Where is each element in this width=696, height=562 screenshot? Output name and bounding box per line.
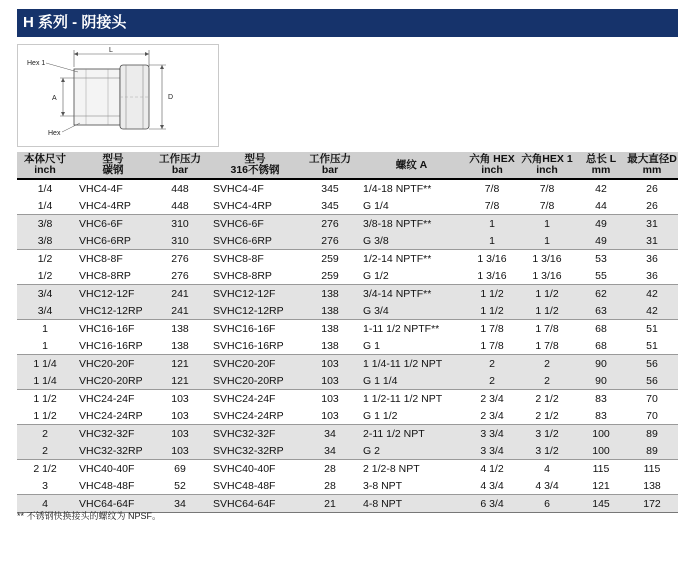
table-cell: 448 [171,182,189,195]
column-header [357,152,466,179]
female-coupler-drawing [18,45,218,146]
table-cell: 31 [626,232,678,250]
table-cell: 345 [321,182,339,195]
table-row [17,425,678,443]
column-header-title: 螺纹 A [395,158,428,171]
table-cell: SVHC40-40F [207,460,303,478]
table-cell: VHC32-32RP [73,442,153,460]
label-d: D [168,94,174,101]
table-row [17,267,678,285]
table-cell: 4 3/4 [535,479,559,492]
table-cell: 36 [646,269,658,282]
table-cell: 103 [153,442,207,460]
section-title: H 系列 - 阴接头 [23,14,127,31]
table-cell: VHC8-8RP [79,269,131,282]
table-cell: 1 1/2 [17,390,73,408]
table-cell: 42 [626,302,678,320]
column-header-title: 本体尺寸 [24,153,66,165]
table-cell: 34 [303,425,357,443]
table-cell: 2 [518,372,576,390]
table-row [17,390,678,408]
column-header [303,152,357,179]
table-cell: 138 [321,339,339,352]
table-cell: 2 3/4 [480,409,504,422]
table-cell: G 3/4 [357,302,466,320]
table-cell: 1/2 [37,269,53,282]
section-title-bar [17,9,678,37]
column-header-title: 工作压力 [159,153,201,165]
table-cell: 1 7/8 [466,320,518,338]
table-cell: SVHC8-8RP [213,269,272,282]
table-cell: 1 3/16 [532,269,562,282]
table-row [17,250,678,268]
table-cell: 2 1/2 [535,409,559,422]
column-header [17,152,73,179]
table-cell: 51 [646,339,658,352]
column-header-unit: inch [481,164,503,176]
table-cell: 1 1/4 [17,355,73,373]
table-cell: VHC8-8F [73,250,153,268]
table-cell: VHC16-16RP [79,339,143,352]
table-cell: G 3/8 [357,232,466,250]
column-header-title: 型号 [102,153,124,165]
column-header-unit: mm [591,164,611,176]
table-cell: G 1 [363,339,380,352]
table-cell: VHC24-24RP [79,409,143,422]
table-row [17,215,678,233]
table-cell: 259 [303,250,357,268]
table-cell: SVHC6-6F [207,215,303,233]
column-header-title: 最大直径D [627,153,677,165]
table-cell: 172 [626,495,678,513]
table-cell: 2 [17,442,73,460]
table-cell: 276 [153,250,207,268]
table-cell: SVHC16-16F [207,320,303,338]
table-cell: 4 [17,495,73,513]
column-header-unit: inch [34,164,56,176]
column-header-title: 型号 [244,153,266,165]
table-cell: 138 [171,339,189,352]
table-cell: 68 [595,339,607,352]
table-cell: 1 [466,215,518,233]
table-cell: 69 [153,460,207,478]
table-cell: 103 [303,372,357,390]
table-cell: 103 [153,425,207,443]
table-cell: 1 1/4-11 1/2 NPT [357,355,466,373]
table-cell: 68 [576,320,626,338]
table-cell: 52 [174,479,186,492]
table-cell: VHC64-64F [73,495,153,513]
table-cell: 1 1/2-11 1/2 NPT [357,390,466,408]
table-cell: 1/2 [17,250,73,268]
column-header-title: 六角HEX 1 [521,153,573,165]
table-row [17,320,678,338]
table-cell: 3 1/2 [518,425,576,443]
table-cell: VHC40-40F [73,460,153,478]
table-cell: SVHC4-4F [213,182,264,195]
table-cell: 2 1/2 [17,460,73,478]
table-cell: 7/8 [539,199,555,212]
table-cell: 1/4 [37,199,53,212]
coupling-diagram [17,44,219,147]
table-cell: 1 3/16 [477,269,507,282]
table-cell: 63 [576,302,626,320]
table-cell: 3 3/4 [466,425,518,443]
column-header-unit: mm [642,164,662,176]
table-cell: 4 [518,460,576,478]
table-cell: VHC6-6RP [73,232,153,250]
table-cell: 3/4-14 NPTF** [357,285,466,303]
column-header [73,152,153,179]
table-cell: 103 [171,409,189,422]
table-cell: 1 [518,215,576,233]
table-row [17,477,678,495]
table-cell: SVHC20-20RP [207,372,303,390]
label-hex: Hex [48,130,61,137]
table-cell: 241 [153,302,207,320]
table-cell: VHC4-4F [79,182,123,195]
table-cell: 21 [303,495,357,513]
table-cell: SVHC4-4RP [213,199,272,212]
column-header-unit: inch [536,164,558,176]
table-cell: VHC20-20F [73,355,153,373]
table-cell: 1 [466,232,518,250]
table-cell: 31 [626,215,678,233]
table-cell: G 1 1/2 [363,409,398,422]
table-cell: 90 [576,372,626,390]
table-cell: 1 [42,339,48,352]
table-cell: 3 3/4 [466,442,518,460]
table-cell: 1 [518,232,576,250]
table-cell: G 1 1/4 [357,372,466,390]
table-cell: 56 [626,372,678,390]
table-cell: 138 [303,302,357,320]
table-cell: 121 [592,479,610,492]
table-cell: 3/4 [17,285,73,303]
table-cell: SVHC24-24RP [213,409,284,422]
table-cell: 1 3/16 [466,250,518,268]
table-cell: 56 [626,355,678,373]
table-cell: 1 1/4 [17,372,73,390]
table-cell: 6 [518,495,576,513]
footnote: ** 不锈钢快换接头的螺纹为 NPSF。 [17,511,162,521]
table-cell: 100 [576,425,626,443]
table-cell: 2-11 1/2 NPT [357,425,466,443]
table-cell: VHC12-12RP [73,302,153,320]
table-cell: 1 3/16 [518,250,576,268]
table-cell: 310 [153,215,207,233]
table-cell: 121 [153,355,207,373]
table-cell: 1 1/2 [33,409,57,422]
label-l: L [109,47,113,54]
table-cell: 2 [17,425,73,443]
table-cell: 103 [303,390,357,408]
column-header [153,152,207,179]
table-cell: VHC20-20RP [73,372,153,390]
table-cell: 28 [303,460,357,478]
table-cell: 103 [303,355,357,373]
column-header [518,152,576,179]
table-cell: 90 [576,355,626,373]
table-cell: SVHC16-16RP [213,339,284,352]
table-cell: VHC16-16F [73,320,153,338]
column-header [466,152,518,179]
table-cell: 83 [595,409,607,422]
table-cell: VHC4-4RP [79,199,131,212]
table-cell: 89 [626,442,678,460]
table-cell: 138 [303,285,357,303]
table-cell: 44 [595,199,607,212]
table-cell: 310 [153,232,207,250]
spec-table [17,152,678,513]
table-cell: 28 [324,479,336,492]
table-cell: SVHC12-12RP [207,302,303,320]
table-cell: 2 [518,355,576,373]
table-row [17,232,678,250]
table-cell: SVHC64-64F [207,495,303,513]
column-header [207,152,303,179]
table-cell: G 1/2 [363,269,389,282]
column-header [576,152,626,179]
table-cell: 3 [42,479,48,492]
table-cell: 448 [171,199,189,212]
table-cell: VHC48-48F [79,479,135,492]
table-row [17,302,678,320]
column-header-unit: bar [321,164,339,176]
column-header-unit: 316不锈钢 [230,164,280,176]
table-cell: 7/8 [484,182,500,195]
table-cell: 103 [321,409,339,422]
table-cell: 276 [303,232,357,250]
table-cell: 1/4-18 NPTF** [363,182,432,195]
table-cell: SVHC32-32F [207,425,303,443]
table-row [17,179,678,197]
table-row [17,372,678,390]
table-cell: 3/8 [17,232,73,250]
table-cell: 115 [576,460,626,478]
table-cell: 100 [576,442,626,460]
table-cell: 26 [646,199,658,212]
table-cell: 241 [153,285,207,303]
table-cell: G 1/4 [363,199,389,212]
column-header-unit: bar [171,164,189,176]
table-cell: 70 [626,390,678,408]
table-cell: 62 [576,285,626,303]
table-cell: 3/4 [17,302,73,320]
column-header-title: 工作压力 [309,153,351,165]
table-cell: 2 1/2 [518,390,576,408]
table-cell: 1 1/2 [518,302,576,320]
table-cell: 53 [576,250,626,268]
table-cell: VHC24-24F [73,390,153,408]
table-cell: 345 [321,199,339,212]
column-header [626,152,678,179]
table-cell: SVHC20-20F [207,355,303,373]
table-cell: 276 [303,215,357,233]
table-cell: 55 [595,269,607,282]
table-cell: 7/8 [484,199,500,212]
table-cell: SVHC32-32RP [207,442,303,460]
table-cell: 2 [466,355,518,373]
table-cell: 138 [153,320,207,338]
table-cell: 34 [303,442,357,460]
table-cell: 145 [576,495,626,513]
table-cell: 2 3/4 [466,390,518,408]
label-a: A [52,95,57,102]
table-cell: 4 1/2 [466,460,518,478]
table-cell: SVHC8-8F [207,250,303,268]
table-row [17,407,678,425]
table-row [17,285,678,303]
table-cell: 1-11 1/2 NPTF** [357,320,466,338]
table-cell: 1 7/8 [480,339,504,352]
table-cell: 2 1/2-8 NPT [357,460,466,478]
table-cell: 121 [153,372,207,390]
table-row [17,460,678,478]
table-cell: 49 [576,215,626,233]
table-header-row [17,152,678,179]
table-cell: 83 [576,390,626,408]
table-cell: SVHC24-24F [207,390,303,408]
table-cell: 36 [626,250,678,268]
table-cell: 6 3/4 [466,495,518,513]
table-row [17,442,678,460]
table-cell: 42 [626,285,678,303]
table-cell: 26 [646,182,658,195]
table-cell: 34 [153,495,207,513]
table-cell: 1/2-14 NPTF** [357,250,466,268]
table-cell: 2 [466,372,518,390]
table-body [17,179,678,513]
table-cell: 4-8 NPT [357,495,466,513]
table-cell: 115 [626,460,678,478]
table-cell: 259 [321,269,339,282]
table-cell: 3 1/2 [518,442,576,460]
table-cell: 51 [626,320,678,338]
table-cell: 138 [303,320,357,338]
label-hex1: Hex 1 [27,60,46,67]
table-cell: VHC6-6F [73,215,153,233]
table-cell: 1 1/2 [466,302,518,320]
table-cell: 3-8 NPT [363,479,403,492]
table-cell: 1 [17,320,73,338]
table-cell: 70 [646,409,658,422]
table-cell: 1/4 [37,182,53,195]
table-cell: 1 7/8 [535,339,559,352]
table-cell: VHC32-32F [73,425,153,443]
table-cell: 1 1/2 [518,285,576,303]
table-cell: SVHC6-6RP [207,232,303,250]
table-cell: VHC12-12F [73,285,153,303]
table-cell: G 2 [357,442,466,460]
table-cell: 7/8 [539,182,555,195]
table-cell: 89 [626,425,678,443]
table-row [17,337,678,355]
table-cell: 3/8-18 NPTF** [357,215,466,233]
table-cell: 49 [576,232,626,250]
column-header-unit: 碳钢 [102,164,124,176]
table-cell: 103 [153,390,207,408]
table-cell: 42 [595,182,607,195]
table-cell: 1 7/8 [518,320,576,338]
table-cell: SVHC48-48F [213,479,276,492]
table-cell: 4 3/4 [480,479,504,492]
table-row [17,197,678,215]
table-cell: 3/8 [17,215,73,233]
table-cell: 276 [171,269,189,282]
table-cell: 138 [643,479,661,492]
column-header-title: 总长 L [585,153,617,165]
column-header-title: 六角 HEX [469,153,515,165]
table-row [17,355,678,373]
table-cell: SVHC12-12F [207,285,303,303]
table-cell: 1 1/2 [466,285,518,303]
